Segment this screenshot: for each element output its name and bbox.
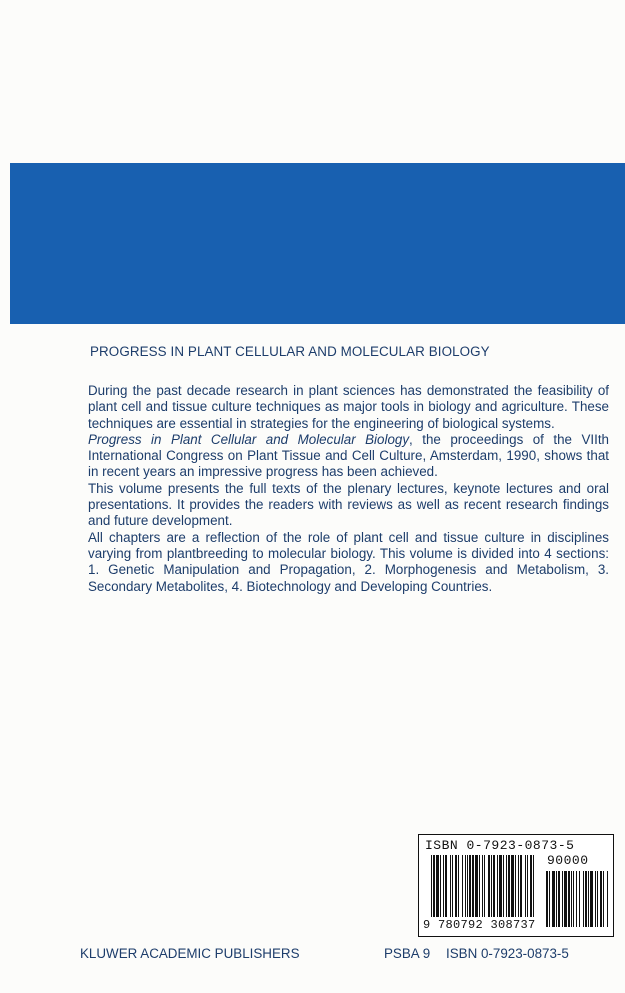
- barcode-bar: [462, 855, 463, 917]
- addon-bar: [603, 871, 604, 927]
- addon-bar: [597, 871, 598, 927]
- addon-bar: [562, 871, 563, 927]
- barcode-bar: [433, 855, 435, 917]
- addon-bar: [556, 871, 557, 927]
- ean-bars-group: [431, 855, 534, 917]
- addon-bar: [573, 871, 574, 927]
- barcode-bar: [511, 855, 514, 917]
- barcode-bar: [506, 855, 507, 917]
- barcode-bar: [443, 855, 444, 917]
- barcode-bar: [508, 855, 510, 917]
- blurb-paragraph-1: During the past decade research in plant sciences has demonstrated the feasibility of plant cell and tissue culture techniques as major tools in biology and agriculture. These techniques are essential in strategies for the engineering of biological systems.: [88, 383, 609, 431]
- barcode-bar: [518, 855, 519, 917]
- barcode-bar: [440, 855, 441, 917]
- addon-bar: [549, 871, 550, 927]
- barcode-bar: [488, 855, 490, 917]
- addon-bar: [607, 871, 608, 927]
- barcode-bar: [499, 855, 502, 917]
- addon-bar: [546, 871, 548, 927]
- footer-isbn: ISBN 0-7923-0873-5: [446, 946, 569, 961]
- barcode-bar: [520, 855, 522, 917]
- blurb-paragraph-4: All chapters are a reflection of the role of plant cell and tissue culture in disciplines varying from plantbreeding to molecular biology. This volume is divided into 4 sections: 1. Genetic Manipulation and Propagation, 2. Morphogenesis and Metabolism, 3. Secondary Metabolites, 4. Biotechnology and Developing Countries.: [88, 529, 609, 594]
- barcode-ean-digits: 9 780792 308737: [423, 918, 536, 932]
- addon-bar: [588, 871, 589, 927]
- barcode-bar: [525, 855, 526, 917]
- addon-bar: [595, 871, 596, 927]
- barcode-bar: [493, 855, 495, 917]
- barcode-bar: [527, 855, 528, 917]
- barcode-bar: [479, 855, 480, 917]
- addon-bar: [552, 871, 555, 927]
- addon-bar: [583, 871, 584, 927]
- blurb-paragraph-2: [88, 432, 609, 481]
- barcode-isbn-label: ISBN 0-7923-0873-5: [425, 838, 575, 853]
- barcode-bar: [445, 855, 447, 917]
- barcode-bar: [482, 855, 483, 917]
- addon-bars-group: [546, 871, 608, 927]
- blurb: [88, 383, 609, 595]
- blurb-paragraph-2-text: , the proceedings of the VIIth International Congress on Plant Tissue and Cell Culture, Amsterdam, 1990, shows that in recent years an impressive progress has been achieved.: [88, 431, 609, 480]
- barcode-addon-number: 90000: [547, 853, 589, 868]
- addon-bar: [585, 871, 587, 927]
- publisher-name: KLUWER ACADEMIC PUBLISHERS: [80, 946, 300, 961]
- barcode-bar: [465, 855, 466, 917]
- barcode-bar: [530, 855, 532, 917]
- barcode-bar: [491, 855, 492, 917]
- series-code: PSBA 9: [384, 946, 431, 961]
- addon-bar: [579, 871, 580, 927]
- blurb-paragraph-3: This volume presents the full texts of the plenary lectures, keynote lectures and oral presentations. It provides the readers with reviews as well as recent research findings and future development.: [88, 480, 609, 529]
- barcode-bar: [452, 855, 453, 917]
- series-title: PROGRESS IN PLANT CELLULAR AND MOLECULAR BIOLOGY: [90, 344, 490, 359]
- addon-bar: [564, 871, 567, 927]
- barcode-bar: [467, 855, 468, 917]
- barcode-bar: [450, 855, 451, 917]
- addon-bar: [600, 871, 602, 927]
- addon-bar: [568, 871, 570, 927]
- barcode-bar: [515, 855, 516, 917]
- addon-bar: [590, 871, 593, 927]
- barcode-bar: [472, 855, 474, 917]
- book-title-italic: Progress in Plant Cellular and Molecular Biology: [88, 431, 410, 447]
- barcode-bar: [484, 855, 485, 917]
- barcode-bar: [475, 855, 478, 917]
- addon-bar: [576, 871, 577, 927]
- barcode-bar: [503, 855, 504, 917]
- barcode-bar: [497, 855, 498, 917]
- barcode-bar: [455, 855, 457, 917]
- barcode-bar: [458, 855, 459, 917]
- isbn-barcode: [418, 834, 614, 937]
- barcode-bar: [533, 855, 534, 917]
- barcode-bar: [436, 855, 439, 917]
- addon-bar: [571, 871, 572, 927]
- barcode-bar: [469, 855, 471, 917]
- barcode-bar: [431, 855, 432, 917]
- blue-color-band: [10, 163, 625, 324]
- addon-bar: [558, 871, 560, 927]
